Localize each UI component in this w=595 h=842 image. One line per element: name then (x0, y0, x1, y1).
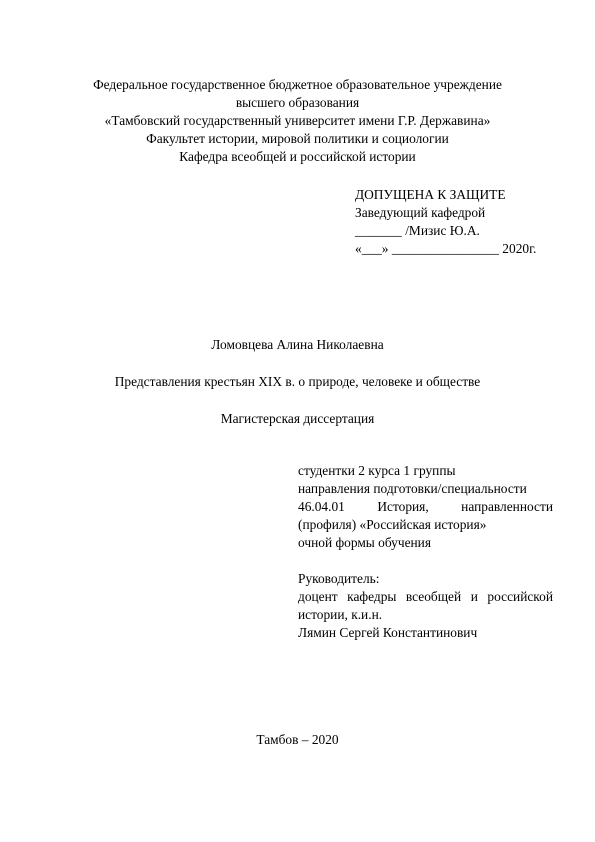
header-line-2: высшего образования (235, 95, 360, 110)
approval-title: ДОПУЩЕНА К ЗАЩИТЕ (355, 187, 506, 202)
institution-header (0, 76, 595, 166)
approval-block (355, 186, 536, 258)
supervisor-line-1: доцент кафедры всеобщей и российской (298, 589, 553, 604)
student-line-5: очной формы обучения (298, 535, 432, 550)
supervisor-line-2: истории, к.и.н. (298, 607, 383, 622)
student-line-3: 46.04.01 История, направленности (298, 499, 553, 514)
student-line-1: студентки 2 курса 1 группы (298, 463, 456, 478)
supervisor-label: Руководитель: (298, 571, 380, 586)
approval-date: «___» ________________ 2020г. (355, 241, 537, 256)
student-line-2: направления подготовки/специальности (298, 481, 527, 496)
approval-signature: _______ /Мизис Ю.А. (355, 223, 480, 238)
header-line-5: Кафедра всеобщей и российской истории (179, 149, 416, 164)
work-type: Магистерская диссертация (220, 411, 375, 426)
author-name: Ломовцева Алина Николаевна (211, 337, 384, 352)
footer-city-year: Тамбов – 2020 (256, 732, 339, 747)
supervisor-name: Лямин Сергей Константинович (298, 625, 478, 640)
header-line-4: Факультет истории, мировой политики и социологии (146, 131, 449, 146)
thesis-title: Представления крестьян XIX в. о природе, человеке и обществе (114, 374, 481, 389)
student-line-4: (профиля) «Российская история» (298, 517, 487, 532)
spacer (298, 552, 553, 570)
header-line-3: «Тамбовский государственный университет имени Г.Р. Державина» (104, 113, 491, 128)
header-line-1: Федеральное государственное бюджетное образовательное учреждение (93, 77, 502, 92)
student-info-block (298, 462, 553, 642)
approval-role: Заведующий кафедрой (355, 205, 486, 220)
